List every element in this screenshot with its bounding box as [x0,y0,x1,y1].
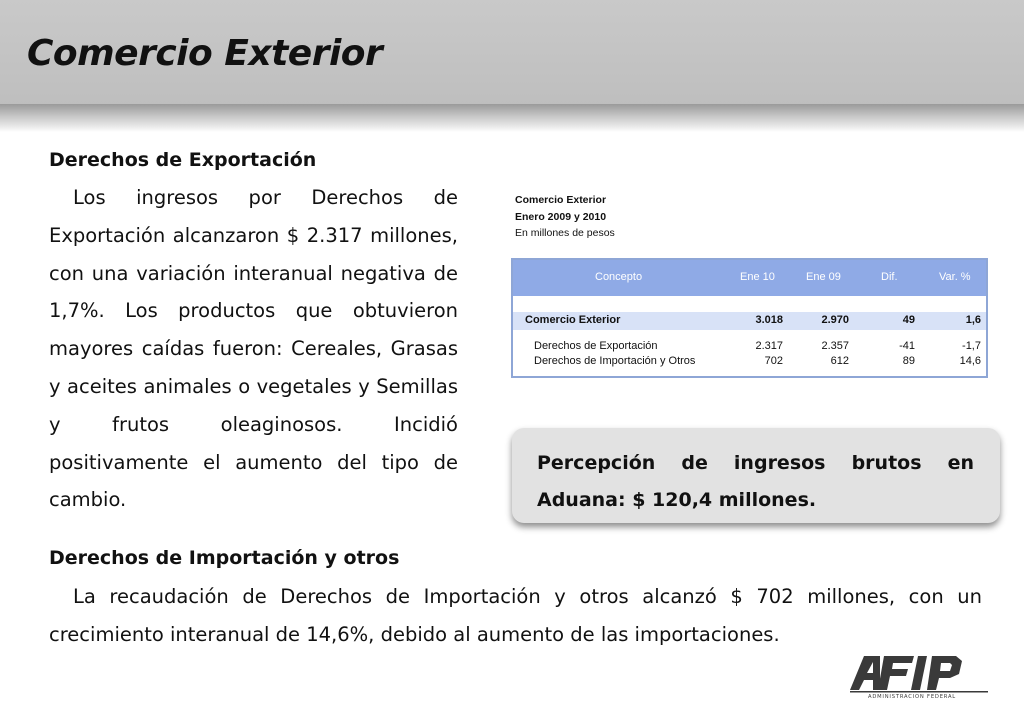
column-header-dif: Dif. [881,271,898,283]
page-title: Comercio Exterior [27,33,383,74]
table-total-row [513,312,986,330]
aduana-callout-text: Percepción de ingresos brutos en Aduana: $ 120,4 millones. [537,452,974,511]
table-cell: 2.357 [821,340,849,352]
export-section-heading: Derechos de Exportación [49,149,317,171]
table-cell: 14,6 [959,355,981,367]
table-cell: -1,7 [962,340,981,352]
column-header-ene09: Ene 09 [806,271,841,283]
table-cell: -41 [899,340,915,352]
table-cell: 49 [902,314,915,326]
table-cell: Derechos de Exportación [534,340,658,352]
aduana-callout-box [512,428,1000,523]
afip-logo-mark [850,656,988,693]
column-header-var: Var. % [939,271,971,283]
table-caption-period: Enero 2009 y 2010 [515,211,607,223]
header-shadow [0,104,1024,132]
table-cell: 89 [902,355,915,367]
table-cell: Derechos de Importación y Otros [534,355,696,367]
import-section-heading: Derechos de Importación y otros [49,547,400,569]
comercio-exterior-table [511,258,988,378]
import-section-paragraph: La recaudación de Derechos de Importación y otros alcanzó $ 702 millones, con un crecimiento interanual de 14,6%, debido al aumento de las importaciones. [49,585,982,646]
column-header-ene10: Ene 10 [740,271,775,283]
table-cell: 612 [830,355,849,367]
table-row [513,355,986,370]
table-cell: 3.018 [755,314,783,326]
table-cell: 2.970 [821,314,849,326]
table-row [513,340,986,355]
export-section-paragraph: Los ingresos por Derechos de Exportación alcanzaron $ 2.317 millones, con una variación interanual negativa de 1,7%. Los productos que obtuvieron mayores caídas fueron: Cereales, Grasas y aceites animales o vegetales y Semillas y frutos oleaginosos. Incidió positivamente el aumento del tipo de cambio. [49,186,458,512]
table-cell: 1,6 [965,314,981,326]
table-caption-title: Comercio Exterior [515,194,607,206]
table-cell: 702 [764,355,783,367]
afip-logo [846,650,1010,700]
table-header-row [513,260,986,296]
table-cell: Comercio Exterior [525,314,621,326]
column-header-concepto: Concepto [595,271,643,283]
table-caption-units: En millones de pesos [515,227,615,239]
afip-logo-subtitle: ADMINISTRACION FEDERAL [868,694,957,700]
table-cell: 2.317 [755,340,783,352]
